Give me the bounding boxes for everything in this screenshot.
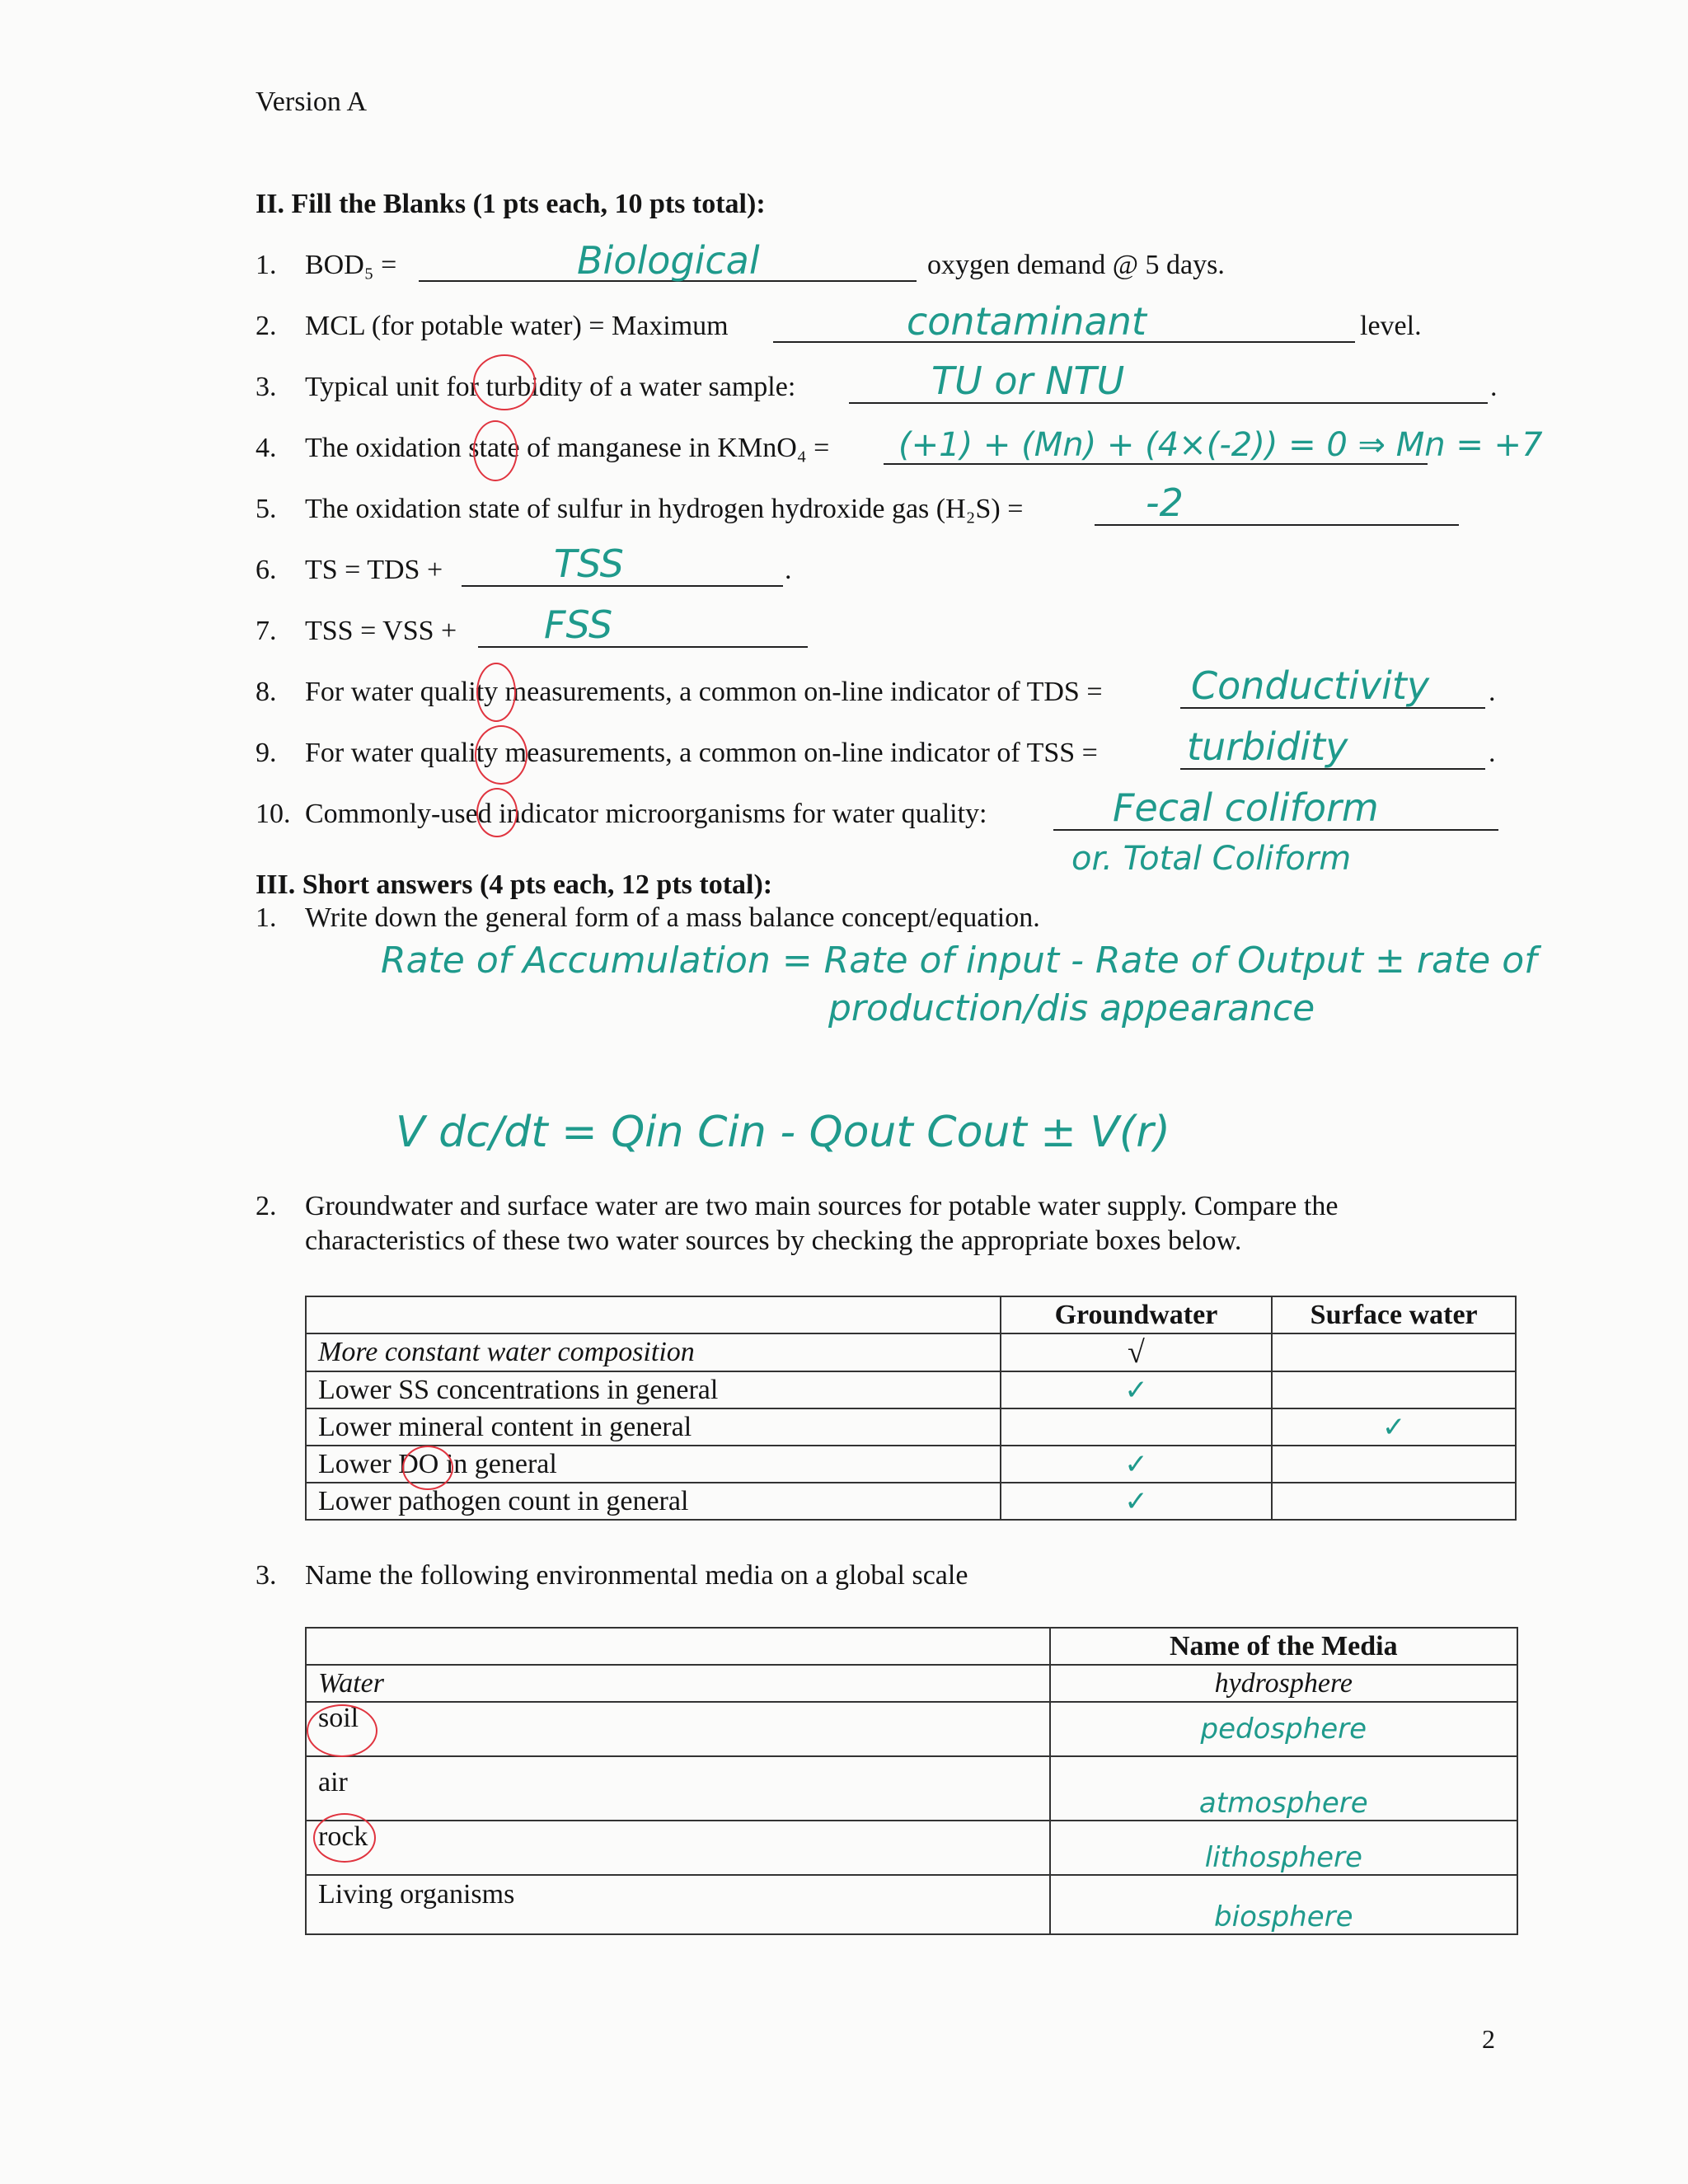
section-ii-title: II. Fill the Blanks (1 pts each, 10 pts total): <box>256 189 766 219</box>
handwritten-answer: TU or NTU <box>931 359 1125 403</box>
item-suffix: level. <box>1360 311 1422 341</box>
question-number: 1. <box>256 902 277 933</box>
question-text: Name the following environmental media on a global scale <box>305 1560 968 1591</box>
handwritten-answer: turbidity <box>1187 724 1348 769</box>
row-label: More constant water composition <box>306 1333 1001 1371</box>
table-row <box>306 1756 1517 1821</box>
table-row <box>306 1875 1517 1934</box>
item-prefix: Typical unit for turbidity of a water sample: <box>305 372 796 402</box>
table-row <box>306 1446 1516 1483</box>
handwritten-answer: FSS <box>544 602 613 647</box>
item-suffix: . <box>1489 677 1496 707</box>
question-text-line1: Groundwater and surface water are two main sources for potable water supply. Compare the <box>305 1191 1339 1221</box>
table-row <box>306 1702 1517 1756</box>
table-row <box>306 1333 1516 1371</box>
table-header-row <box>306 1628 1517 1665</box>
header-blank <box>306 1296 1001 1333</box>
item-prefix: The oxidation state of manganese in KMnO₄ = <box>305 433 830 463</box>
media-label: soil <box>306 1702 1050 1756</box>
question-text: Write down the general form of a mass balance concept/equation. <box>305 902 1040 933</box>
item-number: 8. <box>256 677 277 707</box>
table-row <box>306 1483 1516 1520</box>
media-name: biosphere <box>1050 1875 1517 1934</box>
groundwater-check <box>1001 1408 1273 1446</box>
item-prefix: MCL (for potable water) = Maximum <box>305 311 729 341</box>
item-number: 1. <box>256 250 277 280</box>
surface-check <box>1272 1333 1516 1371</box>
handwritten-equation: V dc/dt = Qin Cin - Qout Cout ± V(r) <box>396 1108 1170 1157</box>
media-label: Water <box>306 1665 1050 1702</box>
grading-circle <box>307 1704 377 1757</box>
media-label: Living organisms <box>306 1875 1050 1934</box>
surface-check: ✓ <box>1272 1408 1516 1446</box>
item-suffix: . <box>1490 372 1498 402</box>
grading-circle <box>402 1446 453 1490</box>
groundwater-check: ✓ <box>1001 1446 1273 1483</box>
surface-check <box>1272 1371 1516 1408</box>
item-prefix: TSS = VSS + <box>305 616 457 646</box>
handwritten-answer: -2 <box>1146 480 1184 525</box>
handwritten-answer: Fecal coliform <box>1113 785 1379 830</box>
handwritten-answer-line2: production/dis appearance <box>828 987 1315 1029</box>
grading-circle <box>475 725 528 785</box>
item-suffix: . <box>1489 738 1496 768</box>
version-label: Version A <box>256 87 368 117</box>
media-name: hydrosphere <box>1050 1665 1517 1702</box>
item-number: 2. <box>256 311 277 341</box>
item-number: 7. <box>256 616 277 646</box>
question-number: 3. <box>256 1560 277 1591</box>
handwritten-answer: Biological <box>577 238 760 283</box>
item-suffix: . <box>785 555 792 585</box>
row-label: Lower mineral content in general <box>306 1408 1001 1446</box>
row-label: Lower DO in general <box>306 1446 1001 1483</box>
item-prefix: TS = TDS + <box>305 555 443 585</box>
surface-check <box>1272 1446 1516 1483</box>
table-row <box>306 1371 1516 1408</box>
handwritten-answer: TSS <box>554 541 624 586</box>
water-sources-table <box>305 1296 1517 1521</box>
item-number: 6. <box>256 555 277 585</box>
answer-line <box>478 646 808 648</box>
item-prefix: For water quality measurements, a common on-line indicator of TDS = <box>305 677 1103 707</box>
header-media-name: Name of the Media <box>1050 1628 1517 1665</box>
row-label: Lower pathogen count in general <box>306 1483 1001 1520</box>
item-number: 4. <box>256 433 277 463</box>
item-number: 9. <box>256 738 277 768</box>
header-groundwater: Groundwater <box>1001 1296 1273 1333</box>
item-prefix: The oxidation state of sulfur in hydrogen hydroxide gas (H₂S) = <box>305 494 1024 524</box>
media-name: atmosphere <box>1050 1756 1517 1821</box>
grading-circle <box>473 354 536 410</box>
handwritten-answer: (+1) + (Mn) + (4×(-2)) = 0 ⇒ Mn = +7 <box>898 426 1543 464</box>
item-prefix: BOD₅ = <box>305 250 397 280</box>
handwritten-answer: contaminant <box>907 299 1146 344</box>
section-iii-title: III. Short answers (4 pts each, 12 pts total): <box>256 869 773 900</box>
item-prefix: For water quality measurements, a common on-line indicator of TSS = <box>305 738 1098 768</box>
table-header-row <box>306 1296 1516 1333</box>
table-row <box>306 1821 1517 1875</box>
item-suffix: oxygen demand @ 5 days. <box>927 250 1225 280</box>
header-surface-water: Surface water <box>1272 1296 1516 1333</box>
header-blank <box>306 1628 1050 1665</box>
page-number: 2 <box>1482 2024 1495 2054</box>
media-table <box>305 1627 1518 1935</box>
media-name: pedosphere <box>1050 1702 1517 1756</box>
table-row <box>306 1408 1516 1446</box>
item-prefix: Commonly-used indicator microorganisms for water quality: <box>305 799 987 829</box>
item-number: 10. <box>256 799 291 829</box>
question-number: 2. <box>256 1191 277 1221</box>
item-number: 5. <box>256 494 277 524</box>
question-text-line2: characteristics of these two water sources by checking the appropriate boxes below. <box>305 1226 1242 1256</box>
groundwater-check: √ <box>1001 1333 1273 1371</box>
media-label: air <box>306 1756 1050 1821</box>
groundwater-check: ✓ <box>1001 1483 1273 1520</box>
handwritten-answer-line1: Rate of Accumulation = Rate of input - Rate of Output ± rate of <box>381 940 1537 982</box>
surface-check <box>1272 1483 1516 1520</box>
media-name: lithosphere <box>1050 1821 1517 1875</box>
grading-circle <box>473 420 518 481</box>
handwritten-answer: Conductivity <box>1191 663 1430 708</box>
groundwater-check: ✓ <box>1001 1371 1273 1408</box>
handwritten-answer-alt: or. Total Coliform <box>1071 840 1352 878</box>
media-label: rock <box>306 1821 1050 1875</box>
row-label: Lower SS concentrations in general <box>306 1371 1001 1408</box>
grading-circle <box>476 663 516 722</box>
item-number: 3. <box>256 372 277 402</box>
table-row <box>306 1665 1517 1702</box>
grading-circle <box>313 1813 376 1863</box>
grading-circle <box>476 788 518 837</box>
